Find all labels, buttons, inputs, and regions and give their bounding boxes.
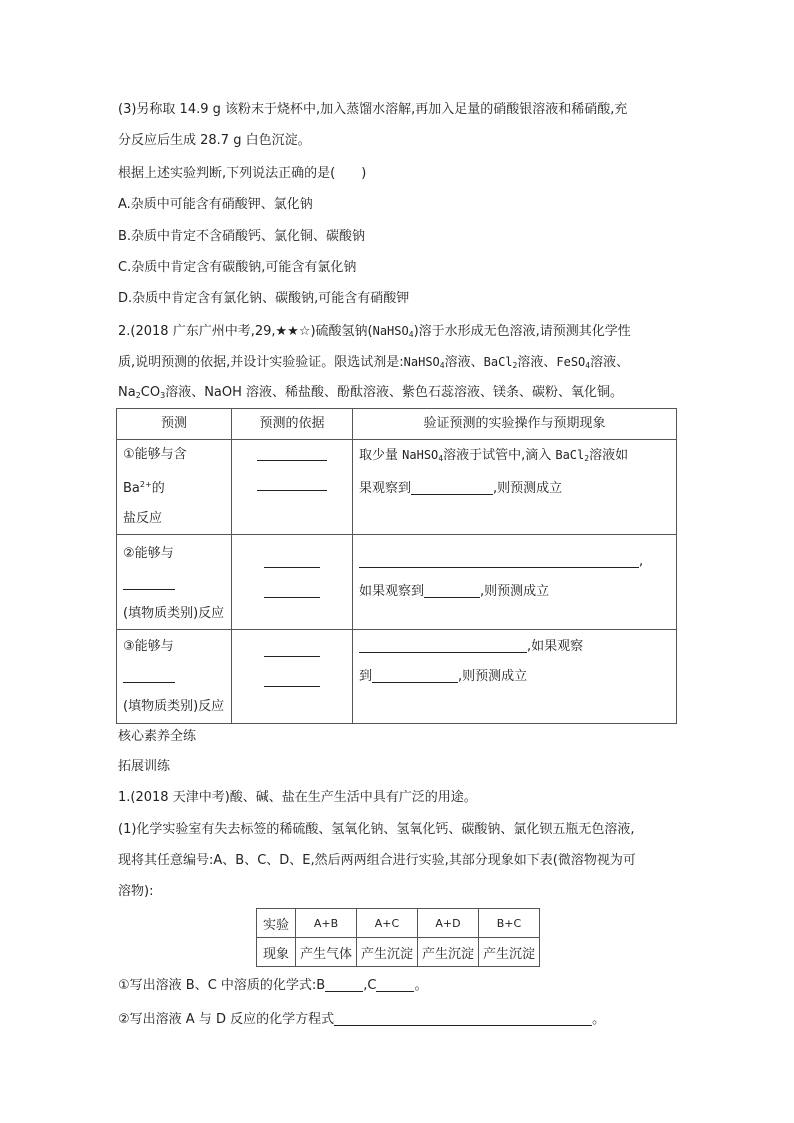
table-row: [117, 630, 677, 724]
row1-pred-text: 的: [151, 481, 165, 496]
row1-op-text: 果观察到: [359, 481, 412, 496]
formula-text: Na: [118, 385, 136, 400]
answer-blank[interactable]: [372, 668, 458, 683]
answer-blank[interactable]: [325, 977, 363, 992]
formula-text: NaHSO: [402, 448, 439, 462]
row1-verification: [353, 440, 677, 535]
row3-basis: [232, 630, 353, 724]
answer-blank[interactable]: [123, 575, 175, 590]
formula-text: NaHSO: [403, 355, 440, 369]
row2-prediction: [117, 535, 232, 630]
header-basis: 预测的依据: [232, 409, 353, 440]
reagent-nahso4: [404, 355, 445, 369]
row2-verification: [353, 535, 677, 630]
q1-step3-line2: 分反应后生成 28.7 g 白色沉淀。: [118, 133, 311, 148]
q1-option-c: C.杂质中肯定含有碳酸钠,可能含有氯化钠: [118, 260, 357, 275]
q2-line2: [118, 352, 629, 376]
reagent-sep: 溶液、: [590, 355, 630, 370]
reagent-na2co3: [118, 385, 165, 400]
formula-text: CO: [140, 385, 161, 400]
q2-line3-rest: 溶液、NaOH 溶液、稀盐酸、酚酞溶液、紫色石蕊溶液、镁条、碳粉、氧化铜。: [165, 385, 624, 400]
answer-blank[interactable]: [424, 583, 480, 598]
answer-blank[interactable]: [334, 1011, 592, 1026]
header-verification: 验证预测的实验操作与预期现象: [353, 409, 677, 440]
answer-blank[interactable]: [264, 583, 320, 598]
q1-option-b: B.杂质中肯定不含硝酸钙、氯化铜、碳酸钠: [118, 229, 366, 244]
answer-blank[interactable]: [376, 977, 414, 992]
subscript: 4: [438, 454, 444, 463]
row3-op-text: ,则预测成立: [458, 669, 528, 684]
q3-sub1-text: ,C: [363, 978, 377, 993]
bacl2-formula: [555, 448, 589, 462]
row3-verification: [353, 630, 677, 724]
row2-op-text: ,则预测成立: [480, 584, 550, 599]
subscript: 4: [408, 330, 414, 339]
row1-op-text: 溶液如: [589, 448, 629, 463]
exp-cell: B+C: [479, 909, 540, 938]
subscript: 2: [584, 454, 590, 463]
row2-op-text: ,: [639, 554, 644, 569]
subscript: 2: [135, 391, 141, 400]
q2-line1-prefix: 2.(2018 广东广州中考,29,★★☆)硫酸氢钠(: [118, 324, 373, 339]
section-title-extension: 拓展训练: [118, 759, 171, 774]
table-row: [117, 535, 677, 630]
row3-op-text: 到: [359, 669, 373, 684]
table-row: [117, 440, 677, 535]
phenomenon-cell: 产生沉淀: [418, 938, 479, 967]
exp-row-label: 现象: [257, 938, 296, 967]
q3-sub1: [118, 976, 427, 996]
subscript: 4: [585, 361, 591, 370]
phenomenon-cell: 产生沉淀: [479, 938, 540, 967]
row1-basis: [232, 440, 353, 535]
q2-line2-prefix: 质,说明预测的依据,并设计实验验证。限选试剂是:: [118, 355, 404, 370]
q1-question: 根据上述实验判断,下列说法正确的是( ): [118, 166, 367, 181]
reagent-feso4: [556, 355, 590, 369]
q1-option-a: A.杂质中可能含有硝酸钾、氯化钠: [118, 197, 313, 212]
answer-blank[interactable]: [264, 642, 320, 657]
experiment-table: [256, 908, 540, 967]
answer-blank[interactable]: [264, 672, 320, 687]
row3-pred-text: ③能够与: [123, 639, 174, 654]
answer-blank[interactable]: [411, 480, 493, 495]
q3-line1: 1.(2018 天津中考)酸、碱、盐在生产生活中具有广泛的用途。: [118, 790, 477, 805]
q3-line2: (1)化学实验室有失去标签的稀硫酸、氢氧化钠、氢氧化钙、碳酸钠、氯化钡五瓶无色溶液,: [118, 822, 635, 837]
exp-cell: A+D: [418, 909, 479, 938]
q3-sub2-text: ②写出溶液 A 与 D 反应的化学方程式: [118, 1012, 335, 1027]
row1-prediction: [117, 440, 232, 535]
row2-pred-text: ②能够与: [123, 546, 174, 561]
reagent-bacl2: [484, 355, 518, 369]
answer-blank[interactable]: [359, 638, 527, 653]
row2-basis: [232, 535, 353, 630]
formula-text: NaHSO: [372, 324, 409, 338]
table-header-row: [117, 409, 677, 440]
q1-option-d: D.杂质中肯定含有氯化钠、碳酸钠,可能含有硝酸钾: [118, 291, 410, 306]
q3-line4: 溶物):: [118, 884, 154, 899]
row3-op-text: ,如果观察: [527, 639, 584, 654]
answer-blank[interactable]: [257, 476, 327, 491]
section-title-core: 核心素养全练: [118, 729, 197, 744]
q2-line3: [118, 383, 623, 406]
answer-blank[interactable]: [264, 553, 320, 568]
row1-op-text: 取少量: [359, 448, 403, 463]
prediction-table: [116, 408, 677, 724]
subscript: 4: [439, 361, 445, 370]
subscript: 3: [160, 391, 166, 400]
phenomenon-cell: 产生气体: [296, 938, 357, 967]
formula-text: BaCl: [555, 448, 585, 462]
q3-line3: 现将其任意编号:A、B、C、D、E,然后两两组合进行实验,其部分现象如下表(微溶物视为可: [118, 853, 636, 868]
q1-step3-line1: (3)另称取 14.9 g 该粉末于烧杯中,加入蒸馏水溶解,再加入足量的硝酸银溶液和稀硝酸,充: [118, 102, 628, 117]
answer-blank[interactable]: [257, 446, 327, 461]
subscript: 2: [512, 361, 518, 370]
row2-op-text: 如果观察到: [359, 584, 425, 599]
row2-pred-text: (填物质类别)反应: [123, 606, 225, 621]
table-row: [257, 938, 540, 967]
reagent-sep: 溶液、: [444, 355, 484, 370]
superscript: 2+: [139, 480, 152, 489]
formula-text: FeSO: [556, 355, 586, 369]
row1-pred-text: ①能够与含 Ba: [123, 447, 187, 496]
row1-pred-text: 盐反应: [123, 511, 163, 526]
table-row: [257, 909, 540, 938]
row3-pred-text: (填物质类别)反应: [123, 699, 225, 714]
q3-sub2: [118, 1010, 605, 1030]
reagent-sep: 溶液、: [517, 355, 557, 370]
row1-op-text: ,则预测成立: [493, 481, 563, 496]
nahso4-formula: [373, 324, 414, 338]
q2-line1-suffix: )溶于水形成无色溶液,请预测其化学性: [413, 324, 631, 339]
answer-blank[interactable]: [123, 668, 175, 683]
q3-sub1-text: 。: [414, 978, 428, 993]
nahso4-formula: [402, 448, 443, 462]
q3-sub1-text: ①写出溶液 B、C 中溶质的化学式:B: [118, 978, 326, 993]
header-prediction: 预测: [117, 409, 232, 440]
phenomenon-cell: 产生沉淀: [357, 938, 418, 967]
q3-sub2-text: 。: [592, 1012, 606, 1027]
answer-blank[interactable]: [359, 553, 639, 568]
exp-cell: A+C: [357, 909, 418, 938]
row1-op-text: 溶液于试管中,滴入: [443, 448, 556, 463]
row3-prediction: [117, 630, 232, 724]
exp-row-label: 实验: [257, 909, 296, 938]
q2-line1: [118, 321, 631, 345]
formula-text: BaCl: [483, 355, 513, 369]
exp-cell: A+B: [296, 909, 357, 938]
